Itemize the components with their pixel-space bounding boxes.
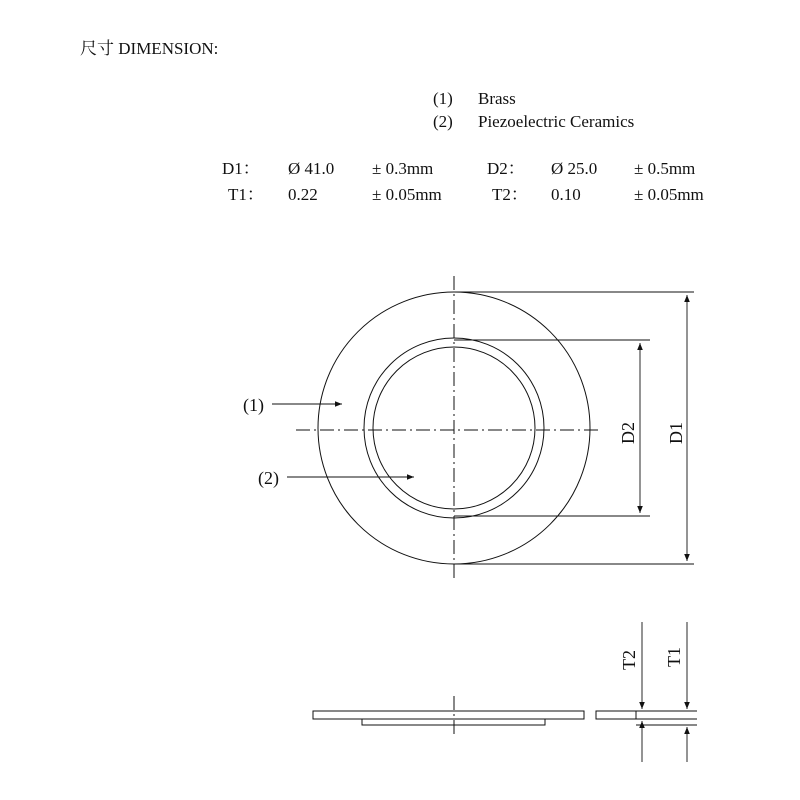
d1-label: D1 xyxy=(666,422,686,444)
spec-tol-d1: ± 0.3mm xyxy=(372,159,434,178)
spec-tol-d2: ± 0.5mm xyxy=(634,159,696,178)
spec-value-t1: 0.22 xyxy=(288,185,318,204)
spec-value-d1: Ø 41.0 xyxy=(288,159,335,178)
spec-key-d2: D2： xyxy=(487,159,525,178)
legend-number-2: (2) xyxy=(433,112,453,131)
legend-label-brass: Brass xyxy=(478,89,516,108)
legend-label-ceramics: Piezoelectric Ceramics xyxy=(478,112,635,131)
d2-label: D2 xyxy=(618,422,638,444)
spec-value-d2: Ø 25.0 xyxy=(551,159,598,178)
callout-ceramic: (2) xyxy=(258,468,279,488)
brass-plate-side xyxy=(313,711,584,719)
legend-number-1: (1) xyxy=(433,89,453,108)
spec-tol-t1: ± 0.05mm xyxy=(372,185,442,204)
t2-label: T2 xyxy=(619,650,639,670)
page-title: 尺寸 DIMENSION: xyxy=(80,39,219,58)
t1-label: T1 xyxy=(664,647,684,667)
spec-key-t2: T2： xyxy=(492,185,528,204)
spec-tol-t2: ± 0.05mm xyxy=(634,185,704,204)
spec-key-d1: D1： xyxy=(222,159,260,178)
callout-brass: (1) xyxy=(243,395,264,415)
spec-key-t1: T1： xyxy=(228,185,264,204)
brass-plate-side-detail xyxy=(596,711,636,719)
spec-value-t2: 0.10 xyxy=(551,185,581,204)
